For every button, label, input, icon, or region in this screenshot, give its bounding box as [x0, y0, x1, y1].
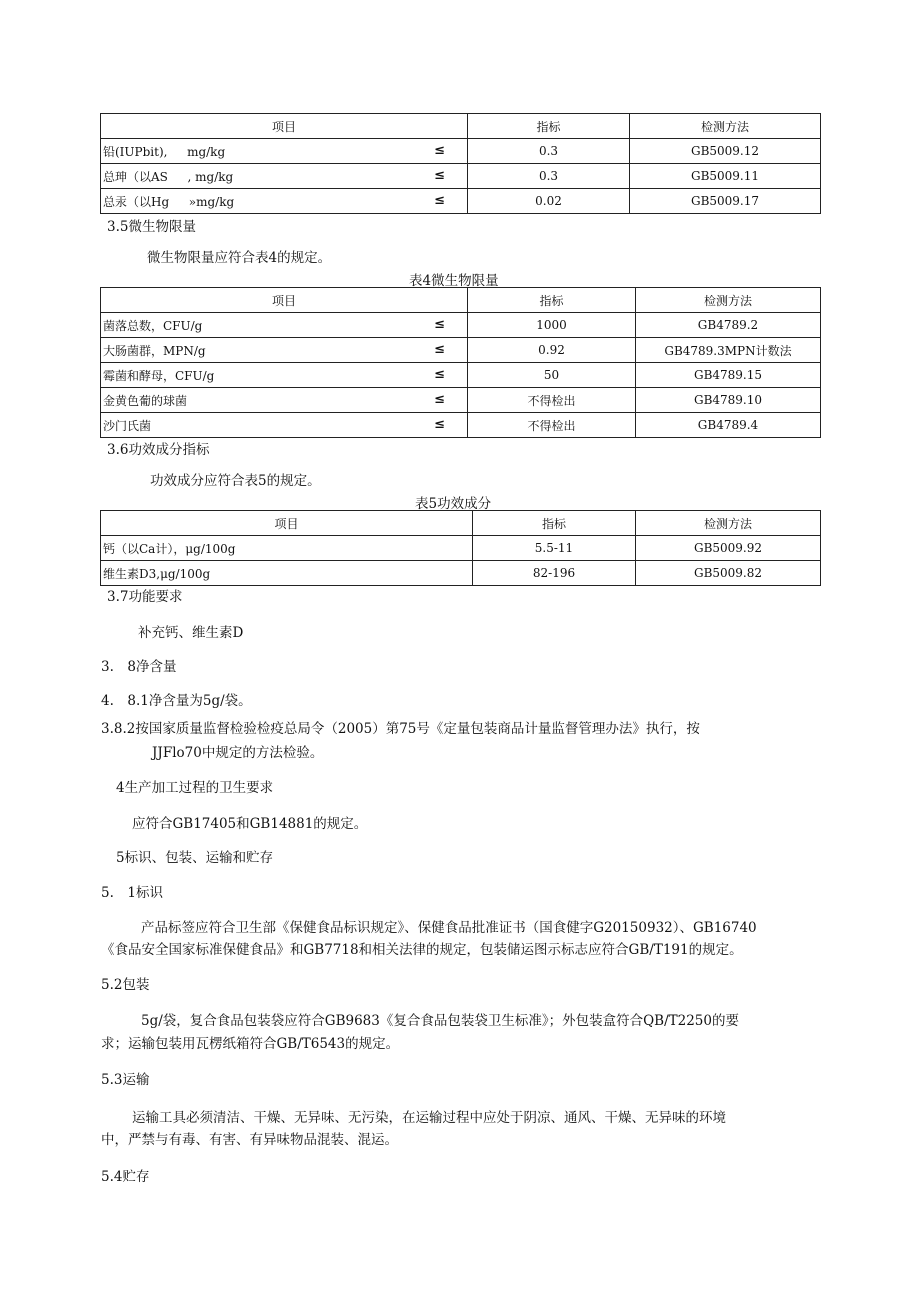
- row-item: 总汞（以Hg »mg/kg ≤: [101, 189, 468, 214]
- row-item: 沙门氏菌 ≤: [101, 413, 468, 438]
- section-heading-5-2: 5.2包装: [101, 977, 150, 993]
- row-item: 维生素D3,μg/100g: [101, 561, 473, 586]
- table-row: [101, 413, 821, 438]
- le-sign: ≤: [434, 192, 445, 208]
- table-header-row: [101, 511, 821, 536]
- table-header-row: [101, 114, 821, 139]
- row-method: GB4789.3MPN计数法: [636, 338, 821, 363]
- row-method: GB5009.17: [630, 189, 821, 214]
- row-method: GB4789.4: [636, 413, 821, 438]
- row-item: 大肠菌群，MPN/g ≤: [101, 338, 468, 363]
- paragraph-5-1-line1: 产品标签应符合卫生部《保健食品标识规定》、保健食品批准证书（国食健字G20150932）、GB16740: [141, 920, 757, 936]
- row-method: GB4789.2: [636, 313, 821, 338]
- table-functional-components: [100, 510, 821, 586]
- le-sign: ≤: [434, 142, 445, 158]
- table-header-row: [101, 288, 821, 313]
- section-heading-3-6: 3.6功效成分指标: [107, 442, 210, 458]
- row-value: 50: [468, 363, 636, 388]
- row-item: 铅(IUPbit), mg/kg ≤: [101, 139, 468, 164]
- table-caption-5: 表5功效成分: [415, 496, 492, 512]
- paragraph-3-6: 功效成分应符合表5的规定。: [150, 473, 321, 489]
- row-value: 不得检出: [468, 388, 636, 413]
- row-value: 0.3: [468, 139, 630, 164]
- le-sign: ≤: [434, 167, 445, 183]
- row-method: GB4789.10: [636, 388, 821, 413]
- row-item: 霉菌和酵母，CFU/g ≤: [101, 363, 468, 388]
- section-heading-3-7: 3.7功能要求: [107, 589, 183, 605]
- header-method: 检测方法: [630, 114, 821, 139]
- table-heavy-metals: [100, 113, 821, 214]
- row-item: 总珅（以AS , mg/kg ≤: [101, 164, 468, 189]
- le-sign: ≤: [434, 316, 445, 332]
- paragraph-5-2-line2: 求；运输包装用瓦楞纸箱符合GB/T6543的规定。: [101, 1036, 400, 1052]
- section-heading-3-8: 3. 8净含量: [101, 659, 177, 675]
- paragraph-3-5: 微生物限量应符合表4的规定。: [147, 250, 332, 266]
- row-method: GB5009.82: [636, 561, 821, 586]
- table-row: [101, 561, 821, 586]
- le-sign: ≤: [434, 391, 445, 407]
- paragraph-5-3-line2: 中，严禁与有毒、有害、有异味物品混装、混运。: [101, 1132, 398, 1148]
- header-item: 项目: [101, 511, 473, 536]
- section-heading-5: 5标识、包装、运输和贮存: [116, 850, 274, 866]
- table-row: [101, 363, 821, 388]
- row-method: GB4789.15: [636, 363, 821, 388]
- section-heading-5-1: 5. 1标识: [101, 885, 163, 901]
- paragraph-3-8-2-line2: JJFlo70中规定的方法检验。: [152, 745, 324, 761]
- table-row: [101, 338, 821, 363]
- table-row: [101, 313, 821, 338]
- paragraph-5-2-line1: 5g/袋，复合食品包装袋应符合GB9683《复合食品包装袋卫生标准》；外包装盒符合QB/T2250的要: [141, 1013, 739, 1029]
- table-microbial-limits: [100, 287, 821, 438]
- row-value: 0.3: [468, 164, 630, 189]
- row-item: 钙（以Ca计），μg/100g: [101, 536, 473, 561]
- row-item: 菌落总数，CFU/g ≤: [101, 313, 468, 338]
- row-method: GB5009.92: [636, 536, 821, 561]
- row-value: 5.5-11: [473, 536, 636, 561]
- row-method: GB5009.12: [630, 139, 821, 164]
- row-value: 1000: [468, 313, 636, 338]
- row-method: GB5009.11: [630, 164, 821, 189]
- section-heading-5-3: 5.3运输: [101, 1072, 150, 1088]
- header-index: 指标: [468, 288, 636, 313]
- paragraph-3-8-1: 4. 8.1净含量为5g/袋。: [101, 693, 252, 709]
- paragraph-3-8-2-line1: 3.8.2按国家质量监督检验检疫总局令（2005）第75号《定量包装商品计量监督管理办法》执行，按: [101, 721, 700, 737]
- row-value: 82-196: [473, 561, 636, 586]
- header-item: 项目: [101, 288, 468, 313]
- paragraph-4: 应符合GB17405和GB14881的规定。: [132, 816, 368, 832]
- section-heading-3-5: 3.5微生物限量: [107, 219, 196, 235]
- header-method: 检测方法: [636, 288, 821, 313]
- table-row: [101, 164, 821, 189]
- header-item: 项目: [101, 114, 468, 139]
- row-value: 0.92: [468, 338, 636, 363]
- paragraph-5-3-line1: 运输工具必须清洁、干燥、无异味、无污染，在运输过程中应处于阴凉、通风、干燥、无异味的环境: [132, 1110, 726, 1126]
- table-row: [101, 536, 821, 561]
- paragraph-3-7: 补充钙、维生素D: [138, 625, 244, 641]
- le-sign: ≤: [434, 341, 445, 357]
- table-row: [101, 388, 821, 413]
- header-method: 检测方法: [636, 511, 821, 536]
- row-value: 0.02: [468, 189, 630, 214]
- header-index: 指标: [473, 511, 636, 536]
- table-row: [101, 139, 821, 164]
- table-row: [101, 189, 821, 214]
- table-caption-4: 表4微生物限量: [409, 273, 499, 289]
- le-sign: ≤: [434, 416, 445, 432]
- row-item: 金黄色葡的球菌 ≤: [101, 388, 468, 413]
- header-index: 指标: [468, 114, 630, 139]
- section-heading-4: 4生产加工过程的卫生要求: [116, 780, 274, 796]
- section-heading-5-4: 5.4贮存: [101, 1169, 150, 1185]
- le-sign: ≤: [434, 366, 445, 382]
- row-value: 不得检出: [468, 413, 636, 438]
- paragraph-5-1-line2: 《食品安全国家标准保健食品》和GB7718和相关法律的规定，包装储运图示标志应符合GB/T191的规定。: [101, 942, 743, 958]
